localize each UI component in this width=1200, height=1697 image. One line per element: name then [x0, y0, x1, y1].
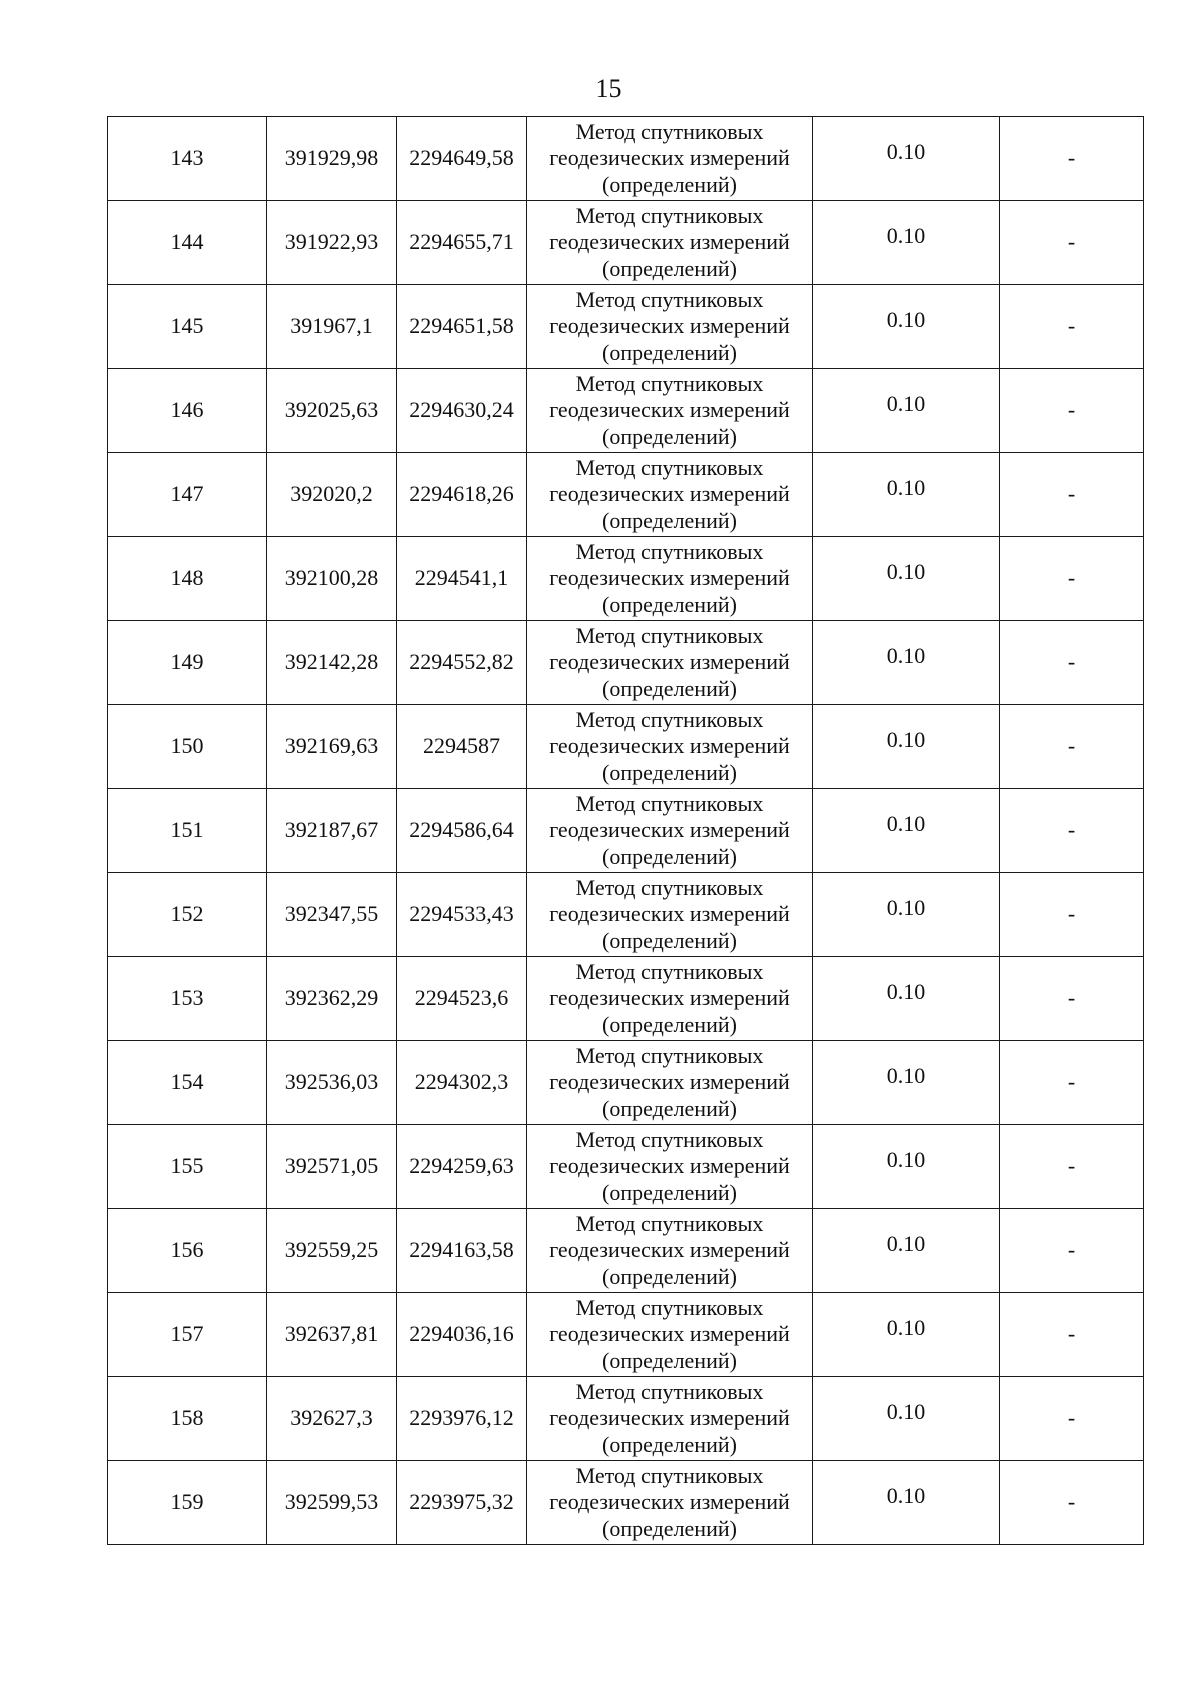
- point-number-cell: 143: [108, 117, 267, 201]
- method-line-1: Метод спутниковых: [575, 118, 764, 144]
- accuracy-cell: [813, 537, 1000, 621]
- method-line-3: (определений): [602, 1347, 737, 1373]
- method-line-1: Метод спутниковых: [575, 874, 764, 900]
- method-line-1: Метод спутниковых: [575, 1294, 764, 1320]
- table-row: [108, 705, 1144, 789]
- table-row: [108, 453, 1144, 537]
- method-line-2: геодезических измерений: [549, 1153, 790, 1179]
- y-coordinate-cell: 2294655,71: [397, 201, 527, 285]
- method-cell: [527, 453, 813, 537]
- method-line-3: (определений): [602, 927, 737, 953]
- y-coordinate-cell: 2294541,1: [397, 537, 527, 621]
- method-cell: [527, 537, 813, 621]
- extra-info-cell: -: [1000, 957, 1144, 1041]
- point-number-cell: 152: [108, 873, 267, 957]
- x-coordinate-cell: 392637,81: [267, 1293, 397, 1377]
- point-number-cell: 159: [108, 1461, 267, 1545]
- y-coordinate-cell: 2294163,58: [397, 1209, 527, 1293]
- x-coordinate-cell: 392571,05: [267, 1125, 397, 1209]
- table-row: [108, 1461, 1144, 1545]
- accuracy-cell: [813, 957, 1000, 1041]
- method-line-3: (определений): [602, 1431, 737, 1457]
- method-line-2: геодезических измерений: [549, 1069, 790, 1095]
- method-line-2: геодезических измерений: [549, 145, 790, 171]
- method-line-2: геодезических измерений: [549, 817, 790, 843]
- method-line-1: Метод спутниковых: [575, 286, 764, 312]
- accuracy-cell: [813, 1041, 1000, 1125]
- accuracy-value: 0.10: [886, 727, 926, 753]
- method-cell: [527, 957, 813, 1041]
- point-number-cell: 151: [108, 789, 267, 873]
- extra-info-cell: -: [1000, 117, 1144, 201]
- method-line-1: Метод спутниковых: [575, 1126, 764, 1152]
- point-number-cell: 145: [108, 285, 267, 369]
- method-cell: [527, 873, 813, 957]
- extra-info-cell: -: [1000, 1209, 1144, 1293]
- table-row: [108, 621, 1144, 705]
- accuracy-cell: [813, 1461, 1000, 1545]
- table-row: [108, 117, 1144, 201]
- accuracy-value: 0.10: [886, 1315, 926, 1341]
- method-line-2: геодезических измерений: [549, 1489, 790, 1515]
- method-line-3: (определений): [602, 255, 737, 281]
- y-coordinate-cell: 2293976,12: [397, 1377, 527, 1461]
- table-row: [108, 1041, 1144, 1125]
- method-cell: [527, 117, 813, 201]
- method-line-1: Метод спутниковых: [575, 1042, 764, 1068]
- method-line-3: (определений): [602, 1011, 737, 1037]
- table-row: [108, 201, 1144, 285]
- method-cell: [527, 621, 813, 705]
- accuracy-value: 0.10: [886, 559, 926, 585]
- method-line-1: Метод спутниковых: [575, 706, 764, 732]
- extra-info-cell: -: [1000, 1293, 1144, 1377]
- extra-info-cell: -: [1000, 537, 1144, 621]
- point-number-cell: 157: [108, 1293, 267, 1377]
- table-row: [108, 1293, 1144, 1377]
- extra-info-cell: -: [1000, 369, 1144, 453]
- accuracy-cell: [813, 285, 1000, 369]
- accuracy-cell: [813, 1377, 1000, 1461]
- x-coordinate-cell: 392020,2: [267, 453, 397, 537]
- method-cell: [527, 1293, 813, 1377]
- accuracy-value: 0.10: [886, 307, 926, 333]
- y-coordinate-cell: 2294618,26: [397, 453, 527, 537]
- coordinates-table: [107, 116, 1144, 1545]
- x-coordinate-cell: 392536,03: [267, 1041, 397, 1125]
- point-number-cell: 154: [108, 1041, 267, 1125]
- point-number-cell: 156: [108, 1209, 267, 1293]
- extra-info-cell: -: [1000, 621, 1144, 705]
- x-coordinate-cell: 392169,63: [267, 705, 397, 789]
- method-line-2: геодезических измерений: [549, 481, 790, 507]
- point-number-cell: 158: [108, 1377, 267, 1461]
- x-coordinate-cell: 392627,3: [267, 1377, 397, 1461]
- method-cell: [527, 1209, 813, 1293]
- y-coordinate-cell: 2294587: [397, 705, 527, 789]
- table-row: [108, 1125, 1144, 1209]
- y-coordinate-cell: 2294586,64: [397, 789, 527, 873]
- method-line-2: геодезических измерений: [549, 1321, 790, 1347]
- accuracy-value: 0.10: [886, 895, 926, 921]
- method-cell: [527, 1461, 813, 1545]
- method-line-3: (определений): [602, 423, 737, 449]
- method-line-3: (определений): [602, 1179, 737, 1205]
- method-cell: [527, 1377, 813, 1461]
- method-line-3: (определений): [602, 1095, 737, 1121]
- accuracy-cell: [813, 1125, 1000, 1209]
- method-line-1: Метод спутниковых: [575, 790, 764, 816]
- method-line-2: геодезических измерений: [549, 733, 790, 759]
- x-coordinate-cell: 392362,29: [267, 957, 397, 1041]
- x-coordinate-cell: 392100,28: [267, 537, 397, 621]
- method-cell: [527, 201, 813, 285]
- y-coordinate-cell: 2294552,82: [397, 621, 527, 705]
- extra-info-cell: -: [1000, 789, 1144, 873]
- y-coordinate-cell: 2294630,24: [397, 369, 527, 453]
- accuracy-value: 0.10: [886, 391, 926, 417]
- method-line-3: (определений): [602, 675, 737, 701]
- method-line-3: (определений): [602, 1263, 737, 1289]
- accuracy-cell: [813, 789, 1000, 873]
- point-number-cell: 153: [108, 957, 267, 1041]
- method-line-2: геодезических измерений: [549, 565, 790, 591]
- extra-info-cell: -: [1000, 285, 1144, 369]
- accuracy-value: 0.10: [886, 1063, 926, 1089]
- accuracy-value: 0.10: [886, 1147, 926, 1173]
- method-line-1: Метод спутниковых: [575, 1378, 764, 1404]
- extra-info-cell: -: [1000, 1125, 1144, 1209]
- extra-info-cell: -: [1000, 201, 1144, 285]
- accuracy-cell: [813, 705, 1000, 789]
- point-number-cell: 150: [108, 705, 267, 789]
- accuracy-cell: [813, 117, 1000, 201]
- method-line-3: (определений): [602, 171, 737, 197]
- method-line-2: геодезических измерений: [549, 985, 790, 1011]
- method-line-2: геодезических измерений: [549, 313, 790, 339]
- accuracy-cell: [813, 621, 1000, 705]
- y-coordinate-cell: 2294649,58: [397, 117, 527, 201]
- accuracy-cell: [813, 1293, 1000, 1377]
- extra-info-cell: -: [1000, 873, 1144, 957]
- point-number-cell: 148: [108, 537, 267, 621]
- accuracy-value: 0.10: [886, 139, 926, 165]
- method-cell: [527, 285, 813, 369]
- method-line-2: геодезических измерений: [549, 901, 790, 927]
- extra-info-cell: -: [1000, 453, 1144, 537]
- accuracy-cell: [813, 201, 1000, 285]
- accuracy-value: 0.10: [886, 1231, 926, 1257]
- x-coordinate-cell: 392142,28: [267, 621, 397, 705]
- method-line-2: геодезических измерений: [549, 1237, 790, 1263]
- method-line-3: (определений): [602, 1515, 737, 1541]
- method-cell: [527, 1125, 813, 1209]
- method-line-3: (определений): [602, 339, 737, 365]
- method-line-1: Метод спутниковых: [575, 1462, 764, 1488]
- method-cell: [527, 705, 813, 789]
- method-line-1: Метод спутниковых: [575, 1210, 764, 1236]
- method-line-3: (определений): [602, 759, 737, 785]
- accuracy-cell: [813, 369, 1000, 453]
- y-coordinate-cell: 2294302,3: [397, 1041, 527, 1125]
- table-row: [108, 957, 1144, 1041]
- table-row: [108, 285, 1144, 369]
- x-coordinate-cell: 392559,25: [267, 1209, 397, 1293]
- method-line-3: (определений): [602, 591, 737, 617]
- extra-info-cell: -: [1000, 1041, 1144, 1125]
- accuracy-value: 0.10: [886, 811, 926, 837]
- table-row: [108, 873, 1144, 957]
- method-cell: [527, 369, 813, 453]
- y-coordinate-cell: 2294651,58: [397, 285, 527, 369]
- extra-info-cell: -: [1000, 1377, 1144, 1461]
- accuracy-value: 0.10: [886, 643, 926, 669]
- method-line-3: (определений): [602, 843, 737, 869]
- accuracy-value: 0.10: [886, 979, 926, 1005]
- coordinates-table-body: [108, 117, 1144, 1545]
- x-coordinate-cell: 391967,1: [267, 285, 397, 369]
- accuracy-value: 0.10: [886, 223, 926, 249]
- method-line-1: Метод спутниковых: [575, 958, 764, 984]
- accuracy-value: 0.10: [886, 1399, 926, 1425]
- point-number-cell: 149: [108, 621, 267, 705]
- y-coordinate-cell: 2294523,6: [397, 957, 527, 1041]
- x-coordinate-cell: 392599,53: [267, 1461, 397, 1545]
- y-coordinate-cell: 2293975,32: [397, 1461, 527, 1545]
- table-row: [108, 369, 1144, 453]
- method-line-1: Метод спутниковых: [575, 454, 764, 480]
- table-row: [108, 1377, 1144, 1461]
- table-row: [108, 789, 1144, 873]
- y-coordinate-cell: 2294259,63: [397, 1125, 527, 1209]
- method-line-1: Метод спутниковых: [575, 538, 764, 564]
- x-coordinate-cell: 391922,93: [267, 201, 397, 285]
- point-number-cell: 146: [108, 369, 267, 453]
- x-coordinate-cell: 391929,98: [267, 117, 397, 201]
- accuracy-value: 0.10: [886, 475, 926, 501]
- method-line-2: геодезических измерений: [549, 229, 790, 255]
- x-coordinate-cell: 392347,55: [267, 873, 397, 957]
- method-cell: [527, 1041, 813, 1125]
- accuracy-value: 0.10: [886, 1483, 926, 1509]
- method-line-1: Метод спутниковых: [575, 370, 764, 396]
- extra-info-cell: -: [1000, 1461, 1144, 1545]
- y-coordinate-cell: 2294533,43: [397, 873, 527, 957]
- point-number-cell: 155: [108, 1125, 267, 1209]
- point-number-cell: 144: [108, 201, 267, 285]
- accuracy-cell: [813, 1209, 1000, 1293]
- table-row: [108, 1209, 1144, 1293]
- accuracy-cell: [813, 873, 1000, 957]
- page-number: 15: [595, 74, 622, 103]
- method-cell: [527, 789, 813, 873]
- method-line-1: Метод спутниковых: [575, 202, 764, 228]
- x-coordinate-cell: 392187,67: [267, 789, 397, 873]
- method-line-3: (определений): [602, 507, 737, 533]
- method-line-2: геодезических измерений: [549, 649, 790, 675]
- extra-info-cell: -: [1000, 705, 1144, 789]
- x-coordinate-cell: 392025,63: [267, 369, 397, 453]
- method-line-2: геодезических измерений: [549, 397, 790, 423]
- y-coordinate-cell: 2294036,16: [397, 1293, 527, 1377]
- point-number-cell: 147: [108, 453, 267, 537]
- accuracy-cell: [813, 453, 1000, 537]
- method-line-2: геодезических измерений: [549, 1405, 790, 1431]
- table-row: [108, 537, 1144, 621]
- method-line-1: Метод спутниковых: [575, 622, 764, 648]
